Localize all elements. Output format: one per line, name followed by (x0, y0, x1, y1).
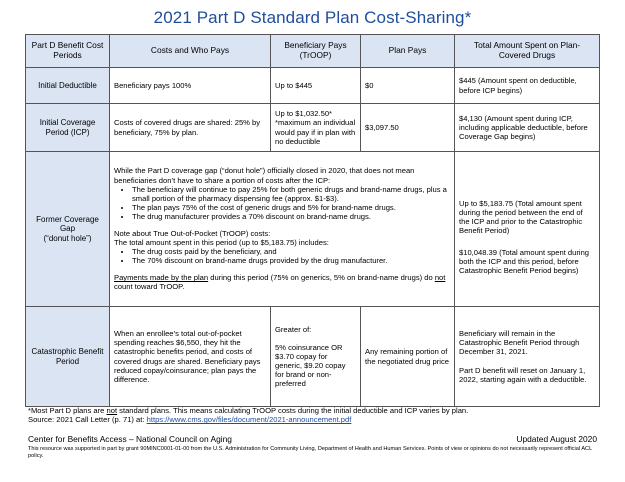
source-link[interactable]: https://www.cms.gov/files/document/2021-announcement.pdf (146, 415, 352, 425)
table-row-deductible (26, 68, 600, 104)
footnote-not: not (106, 406, 118, 415)
gap-cost-list (114, 185, 450, 221)
gap-intro: While the Part D coverage gap (“donut hole”) officially closed in 2020, that does not mean beneficiaries don’t have to share a portion of costs after the ICP: (114, 166, 415, 185)
row-gap-total (455, 152, 600, 307)
list-item: • The beneficiary will continue to pay 25% for both generic drugs and brand-name drugs, plus a small portion of the pharmacy dispensing fee (approx. $1-$3). (132, 185, 450, 203)
troop-intro: The total amount spent in this period (up to $5,183.75) includes: (114, 238, 329, 248)
row-deductible-total: $445 (Amount spent on deductible, before ICP begins) (455, 68, 600, 104)
note-end: count toward TrOOP. (114, 282, 185, 292)
note-not: not (434, 273, 446, 283)
note-underlined: Payments made by the plan (114, 273, 209, 283)
cost-sharing-table (25, 34, 600, 407)
footnote-post: standard plans. This means calculating TrOOP costs during the initial deductible and ICP varies by plan. (117, 406, 469, 415)
row-deductible-phase: Initial Deductible (26, 68, 110, 104)
row-deductible-costs: Beneficiary pays 100% (110, 68, 271, 104)
row-gap-phase (26, 152, 110, 307)
list-item: • The drug manufacturer provides a 70% discount on brand-name drugs. (132, 212, 450, 221)
catastrophic-greater-of: Greater of: (275, 324, 312, 334)
row-deductible-beneficiary: Up to $445 (271, 68, 361, 104)
row-deductible-plan: $0 (361, 68, 455, 104)
note-mid: during this period (75% on generics, 5% on brand-name drugs) do (208, 273, 435, 283)
troop-heading: Note about True Out-of-Pocket (TrOOP) costs: (114, 229, 271, 238)
footnote-pre: *Most Part D plans are (28, 406, 107, 415)
organization-name: Center for Benefits Access – National Council on Aging (28, 434, 232, 444)
header-plan: Plan Pays (361, 35, 455, 68)
row-icp-beneficiary: Up to $1,032.50* *maximum an individual would pay if in plan with no deductible (271, 104, 361, 152)
row-icp-total: $4,130 (Amount spent during ICP, including applicable deductible, before Coverage Gap begins) (455, 104, 600, 152)
footnote (28, 406, 468, 425)
row-catastrophic-total (455, 307, 600, 407)
table-header-row (26, 35, 600, 68)
source-label: Source: 2021 Call Letter (p. 71) at: (28, 415, 147, 425)
catastrophic-remain: Beneficiary will remain in the Catastrophic Benefit Period through December 31, 2021. (459, 329, 580, 357)
row-gap-description (110, 152, 455, 307)
header-costs: Costs and Who Pays (110, 35, 271, 68)
row-gap-phase-line1: Former Coverage Gap (36, 214, 99, 234)
updated-date: Updated August 2020 (516, 434, 597, 444)
row-catastrophic-phase: Catastrophic Benefit Period (26, 307, 110, 407)
footnote-standard-plans (28, 406, 468, 415)
row-catastrophic-plan: Any remaining portion of the negotiated drug price (361, 307, 455, 407)
header-total: Total Amount Spent on Plan-Covered Drugs (455, 35, 600, 68)
header-phase: Part D Benefit Cost Periods (26, 35, 110, 68)
table-row-icp (26, 104, 600, 152)
footnote-source (28, 415, 468, 424)
table-row-gap (26, 152, 600, 307)
row-icp-plan: $3,097.50 (361, 104, 455, 152)
row-catastrophic-beneficiary (271, 307, 361, 407)
list-item: • The drug costs paid by the beneficiary, and (132, 247, 450, 256)
list-item: • The 70% discount on brand-name drugs provided by the drug manufacturer. (132, 256, 450, 265)
row-catastrophic-costs: When an enrollee’s total out-of-pocket spending reaches $6,550, they hit the catastrophic benefits period, and costs of covered drugs are shared. Beneficiary pays reduced copay/coinsurance; plan pays the difference. (110, 307, 271, 407)
page-title: 2021 Part D Standard Plan Cost-Sharing* (153, 8, 472, 27)
row-icp-costs: Costs of covered drugs are shared: 25% by beneficiary, 75% by plan. (110, 104, 271, 152)
row-icp-phase: Initial Coverage Period (ICP) (26, 104, 110, 152)
row-gap-phase-line2: (“donut hole”) (43, 233, 92, 243)
troop-list (114, 247, 450, 265)
header-beneficiary: Beneficiary Pays (TrOOP) (271, 35, 361, 68)
catastrophic-copay: 5% coinsurance OR $3.70 copay for generic, $9.20 copay for brand or non-preferred (275, 342, 346, 389)
list-item: • The plan pays 75% of the cost of generic drugs and 5% for brand-name drugs. (132, 203, 450, 212)
gap-total-cumulative: $10,048.39 (Total amount spent during both the ICP and this period, before Catastrophic Benefit Period begins) (459, 247, 590, 275)
table-row-catastrophic (26, 307, 600, 407)
gap-total-period: Up to $5,183.75 (Total amount spent during the period between the end of the ICP and prior to the Catastrophic Benefit Period) (459, 199, 583, 236)
funding-disclaimer: This resource was supported in part by grant 90MINC0001-01-00 from the U.S. Administration for Community Living, Department of Health and Human Services. Points of view or opinions do not necessarily represent official ACL policy. (28, 446, 592, 460)
plan-payments-note (114, 273, 450, 291)
catastrophic-reset: Part D benefit will reset on January 1, 2022, starting again with a deductible. (459, 365, 587, 384)
